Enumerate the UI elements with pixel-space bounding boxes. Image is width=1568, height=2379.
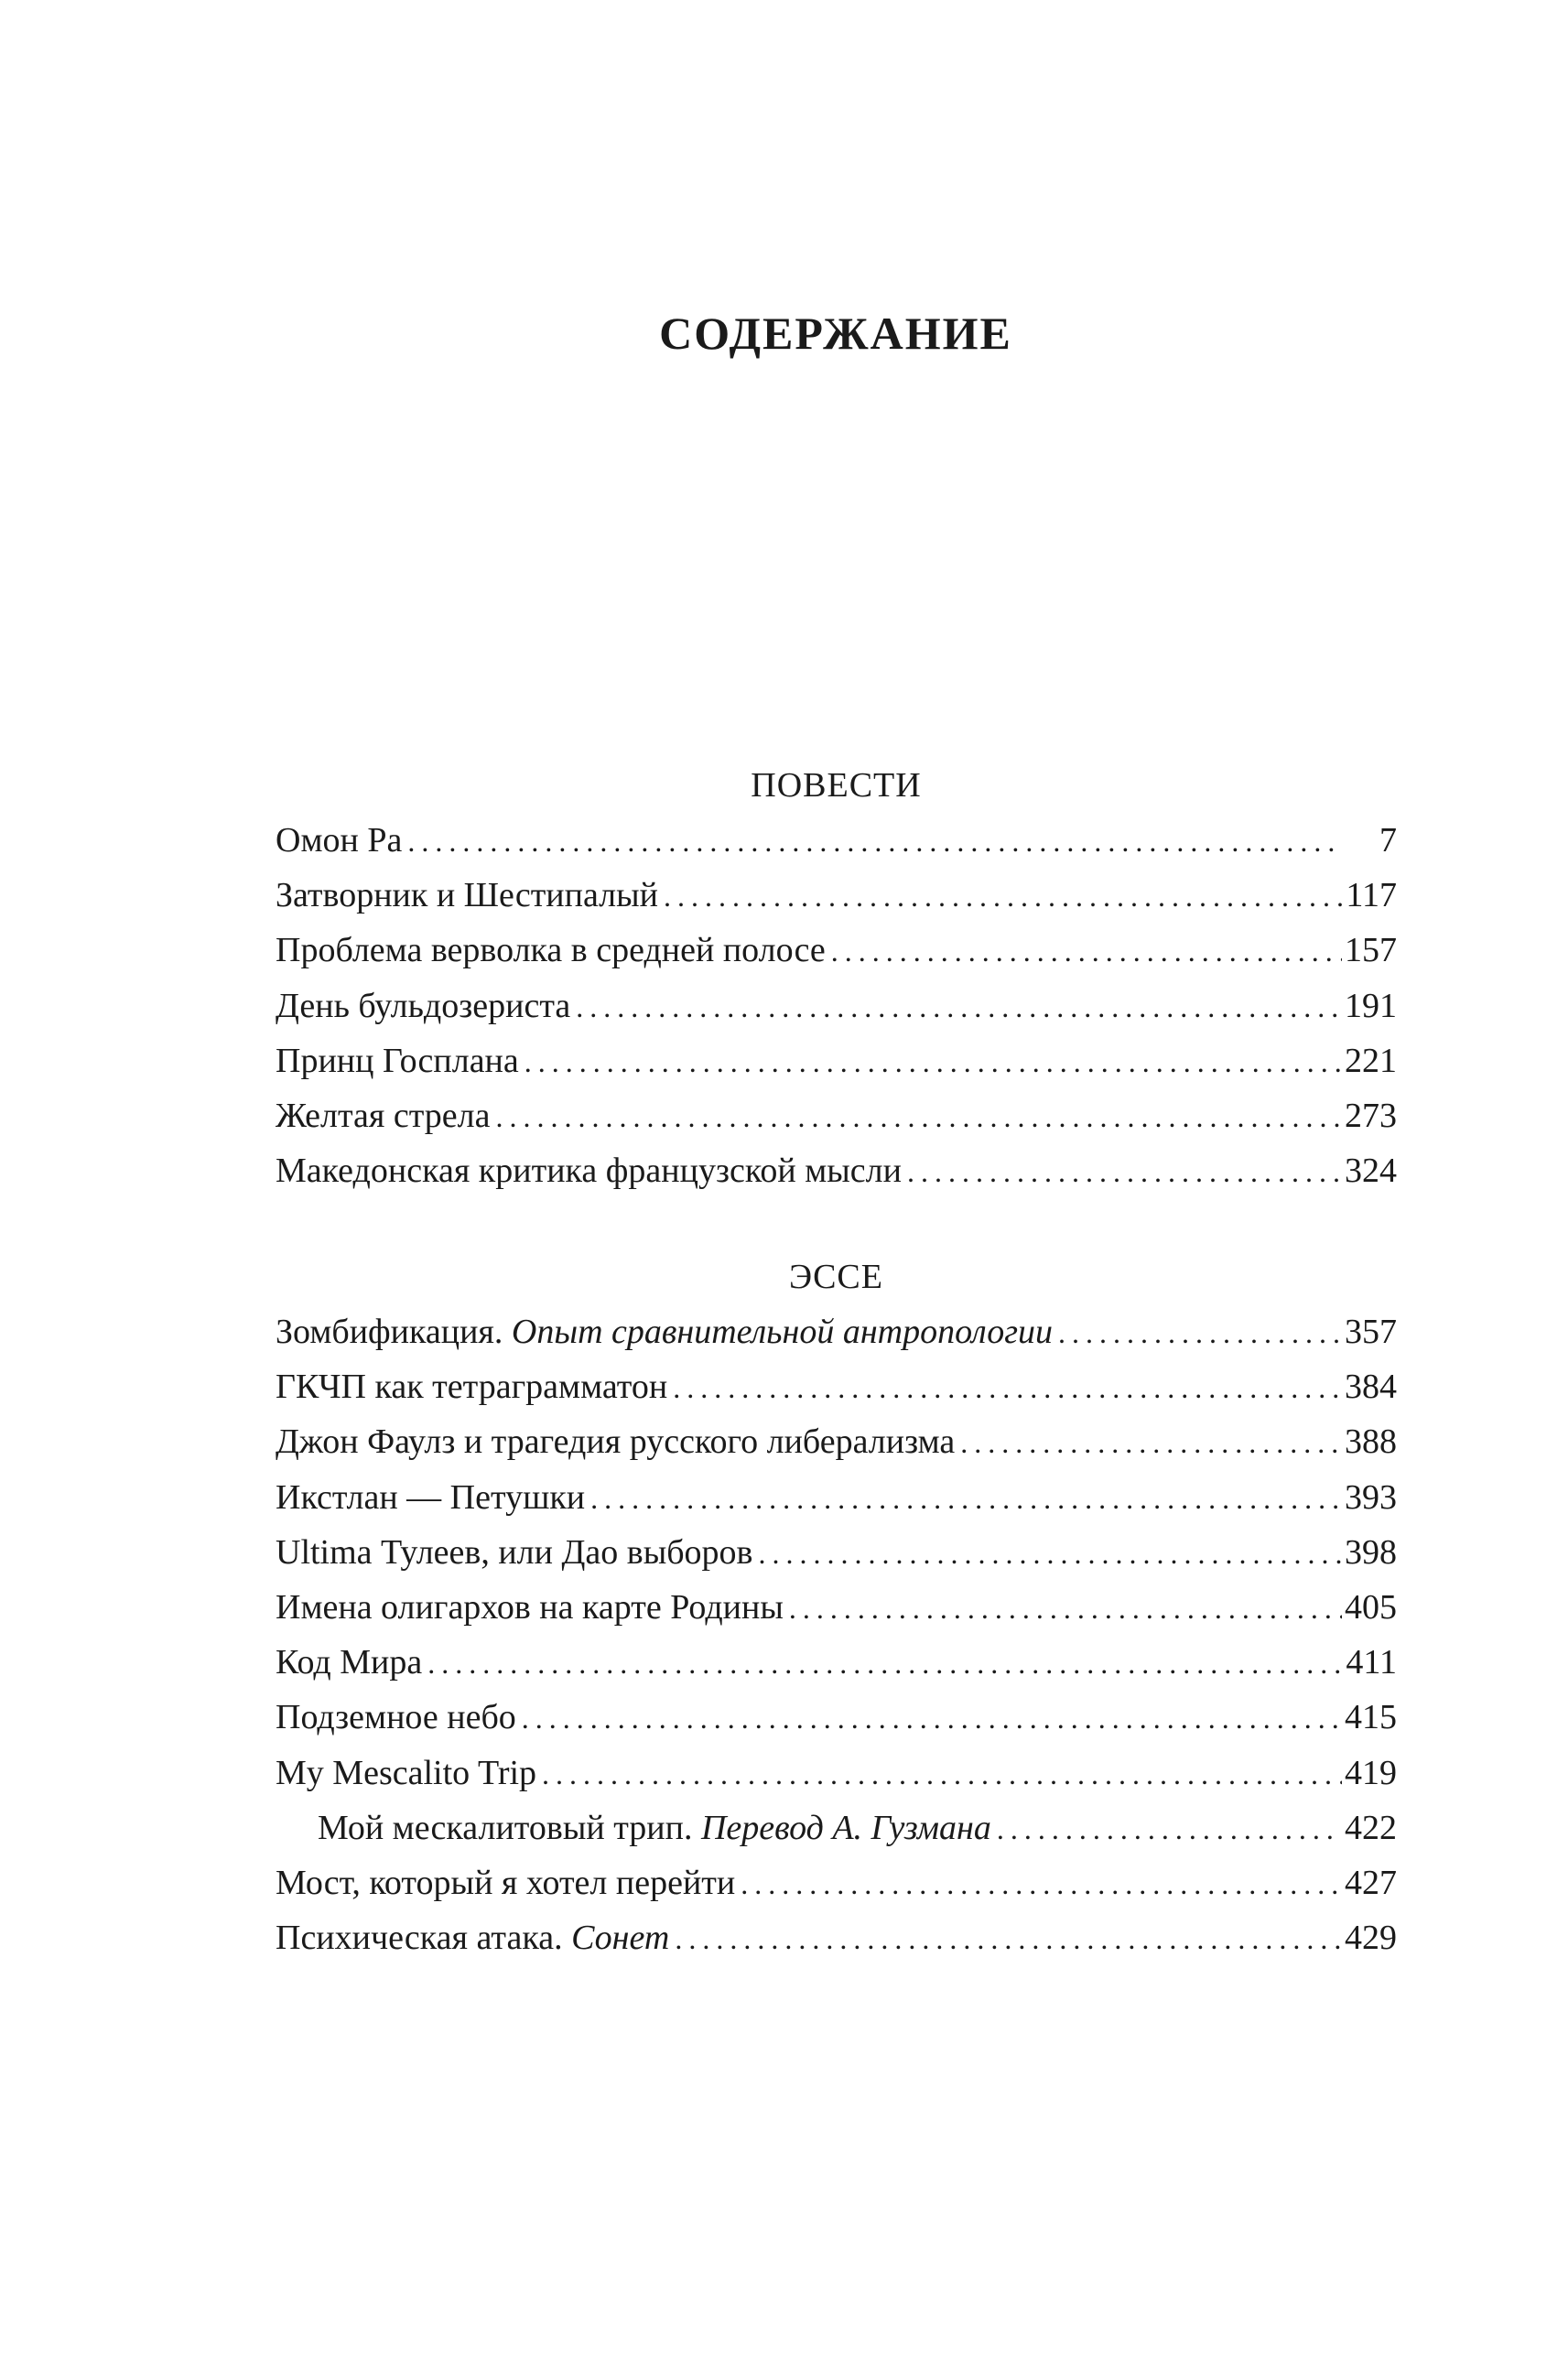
dot-leader — [907, 1144, 1342, 1199]
entry-title-wrap — [276, 923, 831, 978]
page-number: 398 — [1345, 1532, 1397, 1572]
entry-title: Затворник и Шестипалый — [276, 876, 658, 915]
page-number: 157 — [1345, 931, 1397, 970]
dot-leader — [831, 924, 1342, 979]
page-number: 388 — [1345, 1422, 1397, 1462]
entry-title-wrap — [276, 979, 576, 1033]
dot-leader — [407, 814, 1342, 869]
entry-title: Принц Госплана — [276, 1041, 519, 1080]
toc-entry[interactable] — [276, 1033, 1397, 1088]
entry-title: Ultima Тулеев, или Дао выборов — [276, 1532, 753, 1572]
toc-entry[interactable] — [276, 1525, 1397, 1580]
toc-entry[interactable] — [276, 1800, 1397, 1855]
page-number: 324 — [1345, 1152, 1397, 1191]
toc-entry[interactable] — [276, 1580, 1397, 1635]
entry-title-wrap — [276, 1470, 590, 1525]
toc-entry[interactable] — [276, 979, 1397, 1033]
entry-title: Омон Ра — [276, 821, 403, 860]
page-title: СОДЕРЖАНИЕ — [659, 308, 1012, 359]
page-number: 357 — [1345, 1313, 1397, 1351]
dot-leader — [496, 1089, 1343, 1144]
entry-title-wrap — [276, 1525, 759, 1580]
entry-title: Проблема верволка в средней полосе — [276, 931, 826, 970]
entry-title-wrap — [276, 1580, 789, 1635]
page-number: 415 — [1345, 1698, 1397, 1737]
entry-title-wrap — [276, 1088, 496, 1143]
toc-entry[interactable] — [276, 1414, 1397, 1469]
toc-entry[interactable] — [276, 1088, 1397, 1143]
dot-leader — [673, 1360, 1342, 1415]
toc-entry[interactable] — [276, 1690, 1397, 1745]
toc-entry[interactable] — [276, 1359, 1397, 1414]
entry-title: ГКЧП как тетраграмматон — [276, 1368, 668, 1407]
toc-entry[interactable] — [276, 1910, 1397, 1965]
entry-title-wrap — [276, 1746, 542, 1800]
page-number: 273 — [1345, 1096, 1397, 1135]
dot-leader — [542, 1746, 1342, 1801]
page-number: 384 — [1345, 1368, 1397, 1407]
entry-title-wrap — [276, 1690, 522, 1745]
toc-entry[interactable] — [276, 1635, 1397, 1690]
entry-title: День бульдозериста — [276, 986, 571, 1025]
entry-title: Мой мескалитовый трип. — [318, 1808, 693, 1847]
toc-entry[interactable] — [276, 923, 1397, 978]
entry-title-wrap — [276, 1033, 524, 1088]
entry-title: Подземное небо — [276, 1698, 516, 1737]
entry-title: Код Мира — [276, 1643, 423, 1682]
dot-leader — [427, 1636, 1342, 1691]
entry-subtitle: Опыт сравнительной антропологии — [511, 1313, 1054, 1351]
entry-title: Имена олигархов на карте Родины — [276, 1587, 784, 1627]
toc-entry[interactable] — [276, 1746, 1397, 1800]
page-number: 422 — [1345, 1808, 1397, 1847]
toc-entry[interactable] — [276, 868, 1397, 923]
entry-title: Зомбификация. — [276, 1313, 503, 1351]
entry-title-wrap — [318, 1800, 997, 1855]
entry-title-wrap — [276, 1414, 960, 1469]
page-number: 429 — [1345, 1919, 1397, 1958]
dot-leader — [675, 1911, 1342, 1966]
dot-leader — [590, 1471, 1342, 1526]
entry-title-wrap — [276, 1635, 427, 1690]
dot-leader — [1058, 1305, 1342, 1360]
entry-title-wrap — [276, 813, 407, 868]
section-esse — [276, 1249, 1397, 1965]
entry-title: Джон Фаулз и трагедия русского либерализма — [276, 1422, 956, 1462]
dot-leader — [664, 869, 1342, 924]
entry-title-wrap — [276, 1359, 673, 1414]
toc-entry[interactable] — [276, 813, 1397, 868]
entry-title-wrap — [276, 1143, 907, 1198]
dot-leader — [576, 979, 1342, 1034]
dot-leader — [741, 1856, 1342, 1911]
dot-leader — [524, 1034, 1342, 1089]
entry-title-wrap — [276, 1304, 1058, 1359]
page-number: 411 — [1346, 1643, 1397, 1682]
toc-entry[interactable] — [276, 1304, 1397, 1359]
dot-leader — [522, 1691, 1342, 1746]
toc-entry[interactable] — [276, 1143, 1397, 1198]
dot-leader — [759, 1526, 1343, 1581]
section-povesti — [276, 758, 1397, 1198]
page-number: 7 — [1379, 821, 1397, 860]
entry-subtitle: Сонет — [571, 1919, 670, 1958]
toc-entry[interactable] — [276, 1855, 1397, 1910]
page-number: 191 — [1345, 986, 1397, 1025]
entry-title-wrap — [276, 1910, 675, 1965]
page-number: 117 — [1346, 876, 1397, 915]
page-number: 221 — [1345, 1041, 1397, 1080]
entry-title: Македонская критика французской мысли — [276, 1152, 902, 1191]
entry-title: Мост, который я хотел перейти — [276, 1863, 736, 1902]
page-number: 405 — [1345, 1587, 1397, 1627]
entry-title-wrap — [276, 868, 664, 923]
dot-leader — [997, 1801, 1342, 1856]
entry-title-wrap — [276, 1855, 741, 1910]
page-number: 427 — [1345, 1863, 1397, 1902]
dot-leader — [960, 1415, 1342, 1470]
section-heading: ПОВЕСТИ — [751, 766, 922, 805]
page-number: 393 — [1345, 1477, 1397, 1517]
dot-leader — [789, 1581, 1342, 1636]
toc-entry[interactable] — [276, 1470, 1397, 1525]
entry-title: My Mescalito Trip — [276, 1753, 537, 1792]
entry-title: Желтая стрела — [276, 1096, 491, 1135]
page-number: 419 — [1345, 1753, 1397, 1792]
entry-title: Психическая атака. — [276, 1919, 563, 1958]
entry-subtitle: Перевод А. Гузмана — [700, 1808, 991, 1847]
entry-title: Икстлан — Петушки — [276, 1477, 586, 1517]
section-heading: ЭССЕ — [789, 1258, 883, 1296]
